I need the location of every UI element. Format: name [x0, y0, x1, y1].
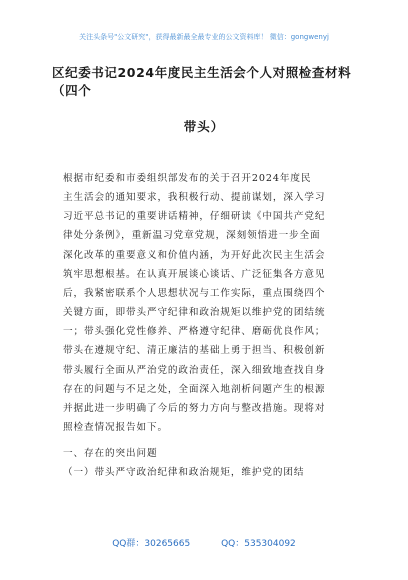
body-line: 存在的问题与不足之处，全面深入地剖析问题产生的根源 — [63, 384, 326, 395]
document-title-continued: 带头） — [183, 119, 225, 134]
body-line: 根据市纪委和市委组织部发布的关于召开2024年度民 — [63, 173, 312, 184]
body-line: 并据此进一步明确了今后的努力方向与整改措施。现将对 — [63, 403, 326, 414]
body-line: 带头在遵规守纪、清正廉洁的基础上勇于担当、积极创新 — [63, 345, 326, 356]
subsection-heading: （一）带头严守政治纪律和政治规矩，维护党的团结 — [63, 467, 305, 478]
footer-qq-group: QQ群：30265665 — [112, 539, 191, 549]
body-line: 习近平总书记的重要讲话精神，仔细研读《中国共产党纪 — [63, 211, 326, 222]
footer-qq: QQ：535304092 — [221, 539, 296, 549]
body-line: 深化改革的重要意义和价值内涵，为开好此次民主生活会 — [63, 250, 326, 261]
document-title: 区纪委书记2024年度民主生活会个人对照检查材料（四个 — [52, 65, 352, 98]
body-line: 筑牢思想根基。在认真开展谈心谈话、广泛征集各方意见 — [63, 269, 326, 280]
body-line: 后，我紧密联系个人思想状况与工作实际，重点围绕四个 — [63, 288, 326, 299]
body-line: 一；带头强化党性修养、严格遵守纪律、磨砺优良作风； — [63, 326, 326, 337]
footer-contact — [0, 536, 408, 549]
body-line: 照检查情况报告如下。 — [63, 422, 168, 433]
body-line: 带头履行全面从严治党的政治责任，深入细致地查找自身 — [63, 365, 326, 376]
body-line: 主生活会的通知要求，我积极行动、提前谋划，深入学习 — [63, 192, 326, 203]
body-line: 律处分条例》，重新温习党章党规，深刻领悟进一步全面 — [63, 230, 321, 241]
header-note: 关注头条号"公文研究"，获得最新最全最专业的公文资料库！ 微信：gongwenyj — [79, 33, 329, 41]
section-heading: 一、存在的突出问题 — [63, 448, 158, 459]
body-line: 关键方面，即带头严守纪律和政治规矩以维护党的团结统 — [63, 307, 326, 318]
